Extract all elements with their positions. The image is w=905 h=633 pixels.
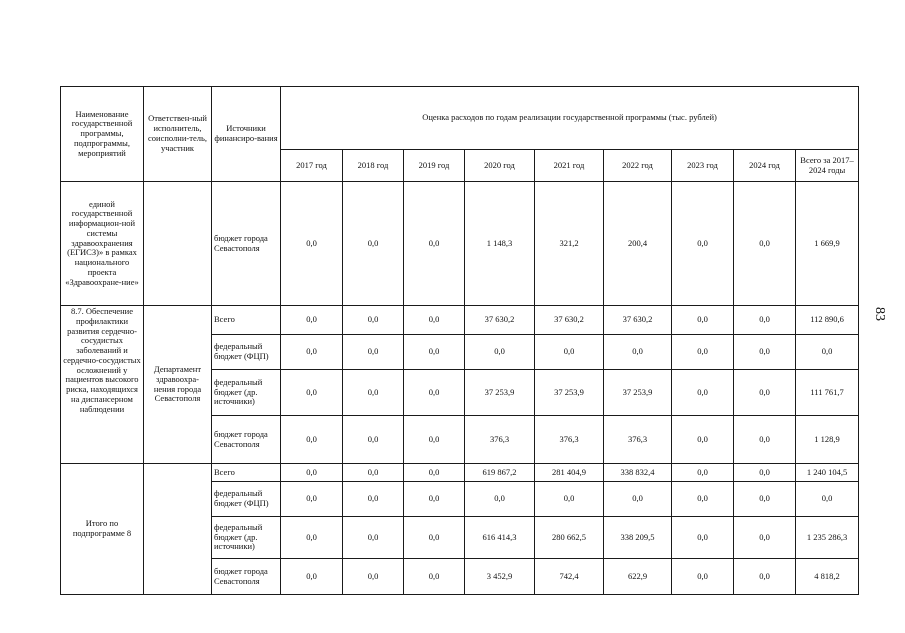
funding-source: федеральный бюджет (ФЦП) (212, 482, 281, 517)
total-cell: 1 669,9 (796, 182, 859, 306)
total-cell: 0,0 (796, 482, 859, 517)
value-cell: 0,0 (404, 464, 465, 482)
value-cell: 0,0 (672, 182, 734, 306)
total-cell: 1 128,9 (796, 416, 859, 464)
value-cell: 0,0 (404, 482, 465, 517)
program-name: 8.7. Обеспечение профилактики развития сердечно-сосудистых заболеваний и сердечно-сосудистых осложнений у пациентов высокого риска, находящихся на диспансерном наблюдении (61, 306, 144, 464)
value-cell: 338 209,5 (604, 517, 672, 559)
funding-source: федеральный бюджет (др. источники) (212, 517, 281, 559)
header-source: Источники финансиро-вания (212, 87, 281, 182)
value-cell: 0,0 (734, 464, 796, 482)
total-cell: 1 235 286,3 (796, 517, 859, 559)
header-executor: Ответствен-ный исполнитель, соисполни-тель, участник (144, 87, 212, 182)
value-cell: 0,0 (343, 559, 404, 595)
header-year: 2021 год (535, 150, 604, 182)
value-cell: 37 630,2 (465, 306, 535, 335)
value-cell: 0,0 (672, 559, 734, 595)
value-cell: 0,0 (734, 517, 796, 559)
value-cell: 0,0 (535, 482, 604, 517)
value-cell: 0,0 (343, 335, 404, 370)
value-cell: 0,0 (672, 517, 734, 559)
value-cell: 0,0 (404, 335, 465, 370)
value-cell: 0,0 (281, 416, 343, 464)
value-cell: 0,0 (734, 559, 796, 595)
value-cell: 0,0 (281, 370, 343, 416)
value-cell: 0,0 (672, 482, 734, 517)
funding-source: бюджет города Севастополя (212, 416, 281, 464)
value-cell: 0,0 (281, 517, 343, 559)
value-cell: 0,0 (734, 306, 796, 335)
header-total: Всего за 2017–2024 годы (796, 150, 859, 182)
header-year: 2019 год (404, 150, 465, 182)
value-cell: 616 414,3 (465, 517, 535, 559)
value-cell: 0,0 (604, 335, 672, 370)
value-cell: 37 630,2 (604, 306, 672, 335)
value-cell: 0,0 (404, 182, 465, 306)
value-cell: 0,0 (465, 335, 535, 370)
value-cell: 0,0 (281, 464, 343, 482)
value-cell: 0,0 (734, 370, 796, 416)
value-cell: 0,0 (281, 335, 343, 370)
value-cell: 0,0 (281, 559, 343, 595)
value-cell: 0,0 (672, 464, 734, 482)
budget-table (60, 86, 859, 595)
page-number: 83 (872, 307, 887, 321)
total-cell: 112 890,6 (796, 306, 859, 335)
value-cell: 0,0 (343, 306, 404, 335)
program-name: единой государственной информацион-ной системы здравоохранения (ЕГИСЗ)» в рамках национального проекта «Здравоохране-ние» (61, 182, 144, 306)
value-cell: 742,4 (535, 559, 604, 595)
value-cell: 0,0 (404, 416, 465, 464)
value-cell: 280 662,5 (535, 517, 604, 559)
header-year: 2018 год (343, 150, 404, 182)
table-row (61, 306, 859, 335)
value-cell: 0,0 (404, 370, 465, 416)
value-cell: 0,0 (734, 482, 796, 517)
value-cell: 37 253,9 (535, 370, 604, 416)
funding-source: бюджет города Севастополя (212, 559, 281, 595)
value-cell: 0,0 (535, 335, 604, 370)
value-cell: 281 404,9 (535, 464, 604, 482)
value-cell: 0,0 (734, 335, 796, 370)
header-name: Наименование государственной программы, подпрограммы, мероприятий (61, 87, 144, 182)
value-cell: 0,0 (281, 306, 343, 335)
value-cell: 200,4 (604, 182, 672, 306)
value-cell: 0,0 (672, 335, 734, 370)
table-row (61, 464, 859, 482)
value-cell: 3 452,9 (465, 559, 535, 595)
header-expense-group: Оценка расходов по годам реализации государственной программы (тыс. рублей) (281, 87, 859, 150)
funding-source: федеральный бюджет (др. источники) (212, 370, 281, 416)
funding-source: Всего (212, 306, 281, 335)
value-cell: 338 832,4 (604, 464, 672, 482)
value-cell: 376,3 (604, 416, 672, 464)
value-cell: 376,3 (535, 416, 604, 464)
value-cell: 0,0 (672, 416, 734, 464)
subprogram-total-name: Итого по подпрограмме 8 (61, 464, 144, 595)
value-cell: 0,0 (281, 482, 343, 517)
value-cell: 1 148,3 (465, 182, 535, 306)
header-year: 2020 год (465, 150, 535, 182)
value-cell: 0,0 (672, 370, 734, 416)
value-cell: 0,0 (465, 482, 535, 517)
value-cell: 0,0 (343, 182, 404, 306)
value-cell: 37 630,2 (535, 306, 604, 335)
value-cell: 0,0 (734, 182, 796, 306)
total-cell: 0,0 (796, 335, 859, 370)
value-cell: 37 253,9 (604, 370, 672, 416)
value-cell: 0,0 (404, 559, 465, 595)
header-year: 2024 год (734, 150, 796, 182)
value-cell: 376,3 (465, 416, 535, 464)
executor-cell (144, 464, 212, 595)
total-cell: 4 818,2 (796, 559, 859, 595)
header-year: 2023 год (672, 150, 734, 182)
value-cell: 619 867,2 (465, 464, 535, 482)
value-cell: 0,0 (734, 416, 796, 464)
executor-name: Департамент здравоохра-нения города Севастополя (144, 306, 212, 464)
total-cell: 1 240 104,5 (796, 464, 859, 482)
value-cell: 0,0 (343, 517, 404, 559)
header-year: 2022 год (604, 150, 672, 182)
funding-source: Всего (212, 464, 281, 482)
header-year: 2017 год (281, 150, 343, 182)
total-cell: 111 761,7 (796, 370, 859, 416)
table-row (61, 182, 859, 306)
value-cell: 0,0 (343, 370, 404, 416)
value-cell: 0,0 (343, 482, 404, 517)
value-cell: 0,0 (343, 464, 404, 482)
value-cell: 0,0 (281, 182, 343, 306)
value-cell: 0,0 (404, 517, 465, 559)
value-cell: 321,2 (535, 182, 604, 306)
executor-cell (144, 182, 212, 306)
funding-source: бюджет города Севастополя (212, 182, 281, 306)
value-cell: 0,0 (404, 306, 465, 335)
value-cell: 0,0 (672, 306, 734, 335)
value-cell: 37 253,9 (465, 370, 535, 416)
funding-source: федеральный бюджет (ФЦП) (212, 335, 281, 370)
value-cell: 0,0 (604, 482, 672, 517)
value-cell: 622,9 (604, 559, 672, 595)
value-cell: 0,0 (343, 416, 404, 464)
